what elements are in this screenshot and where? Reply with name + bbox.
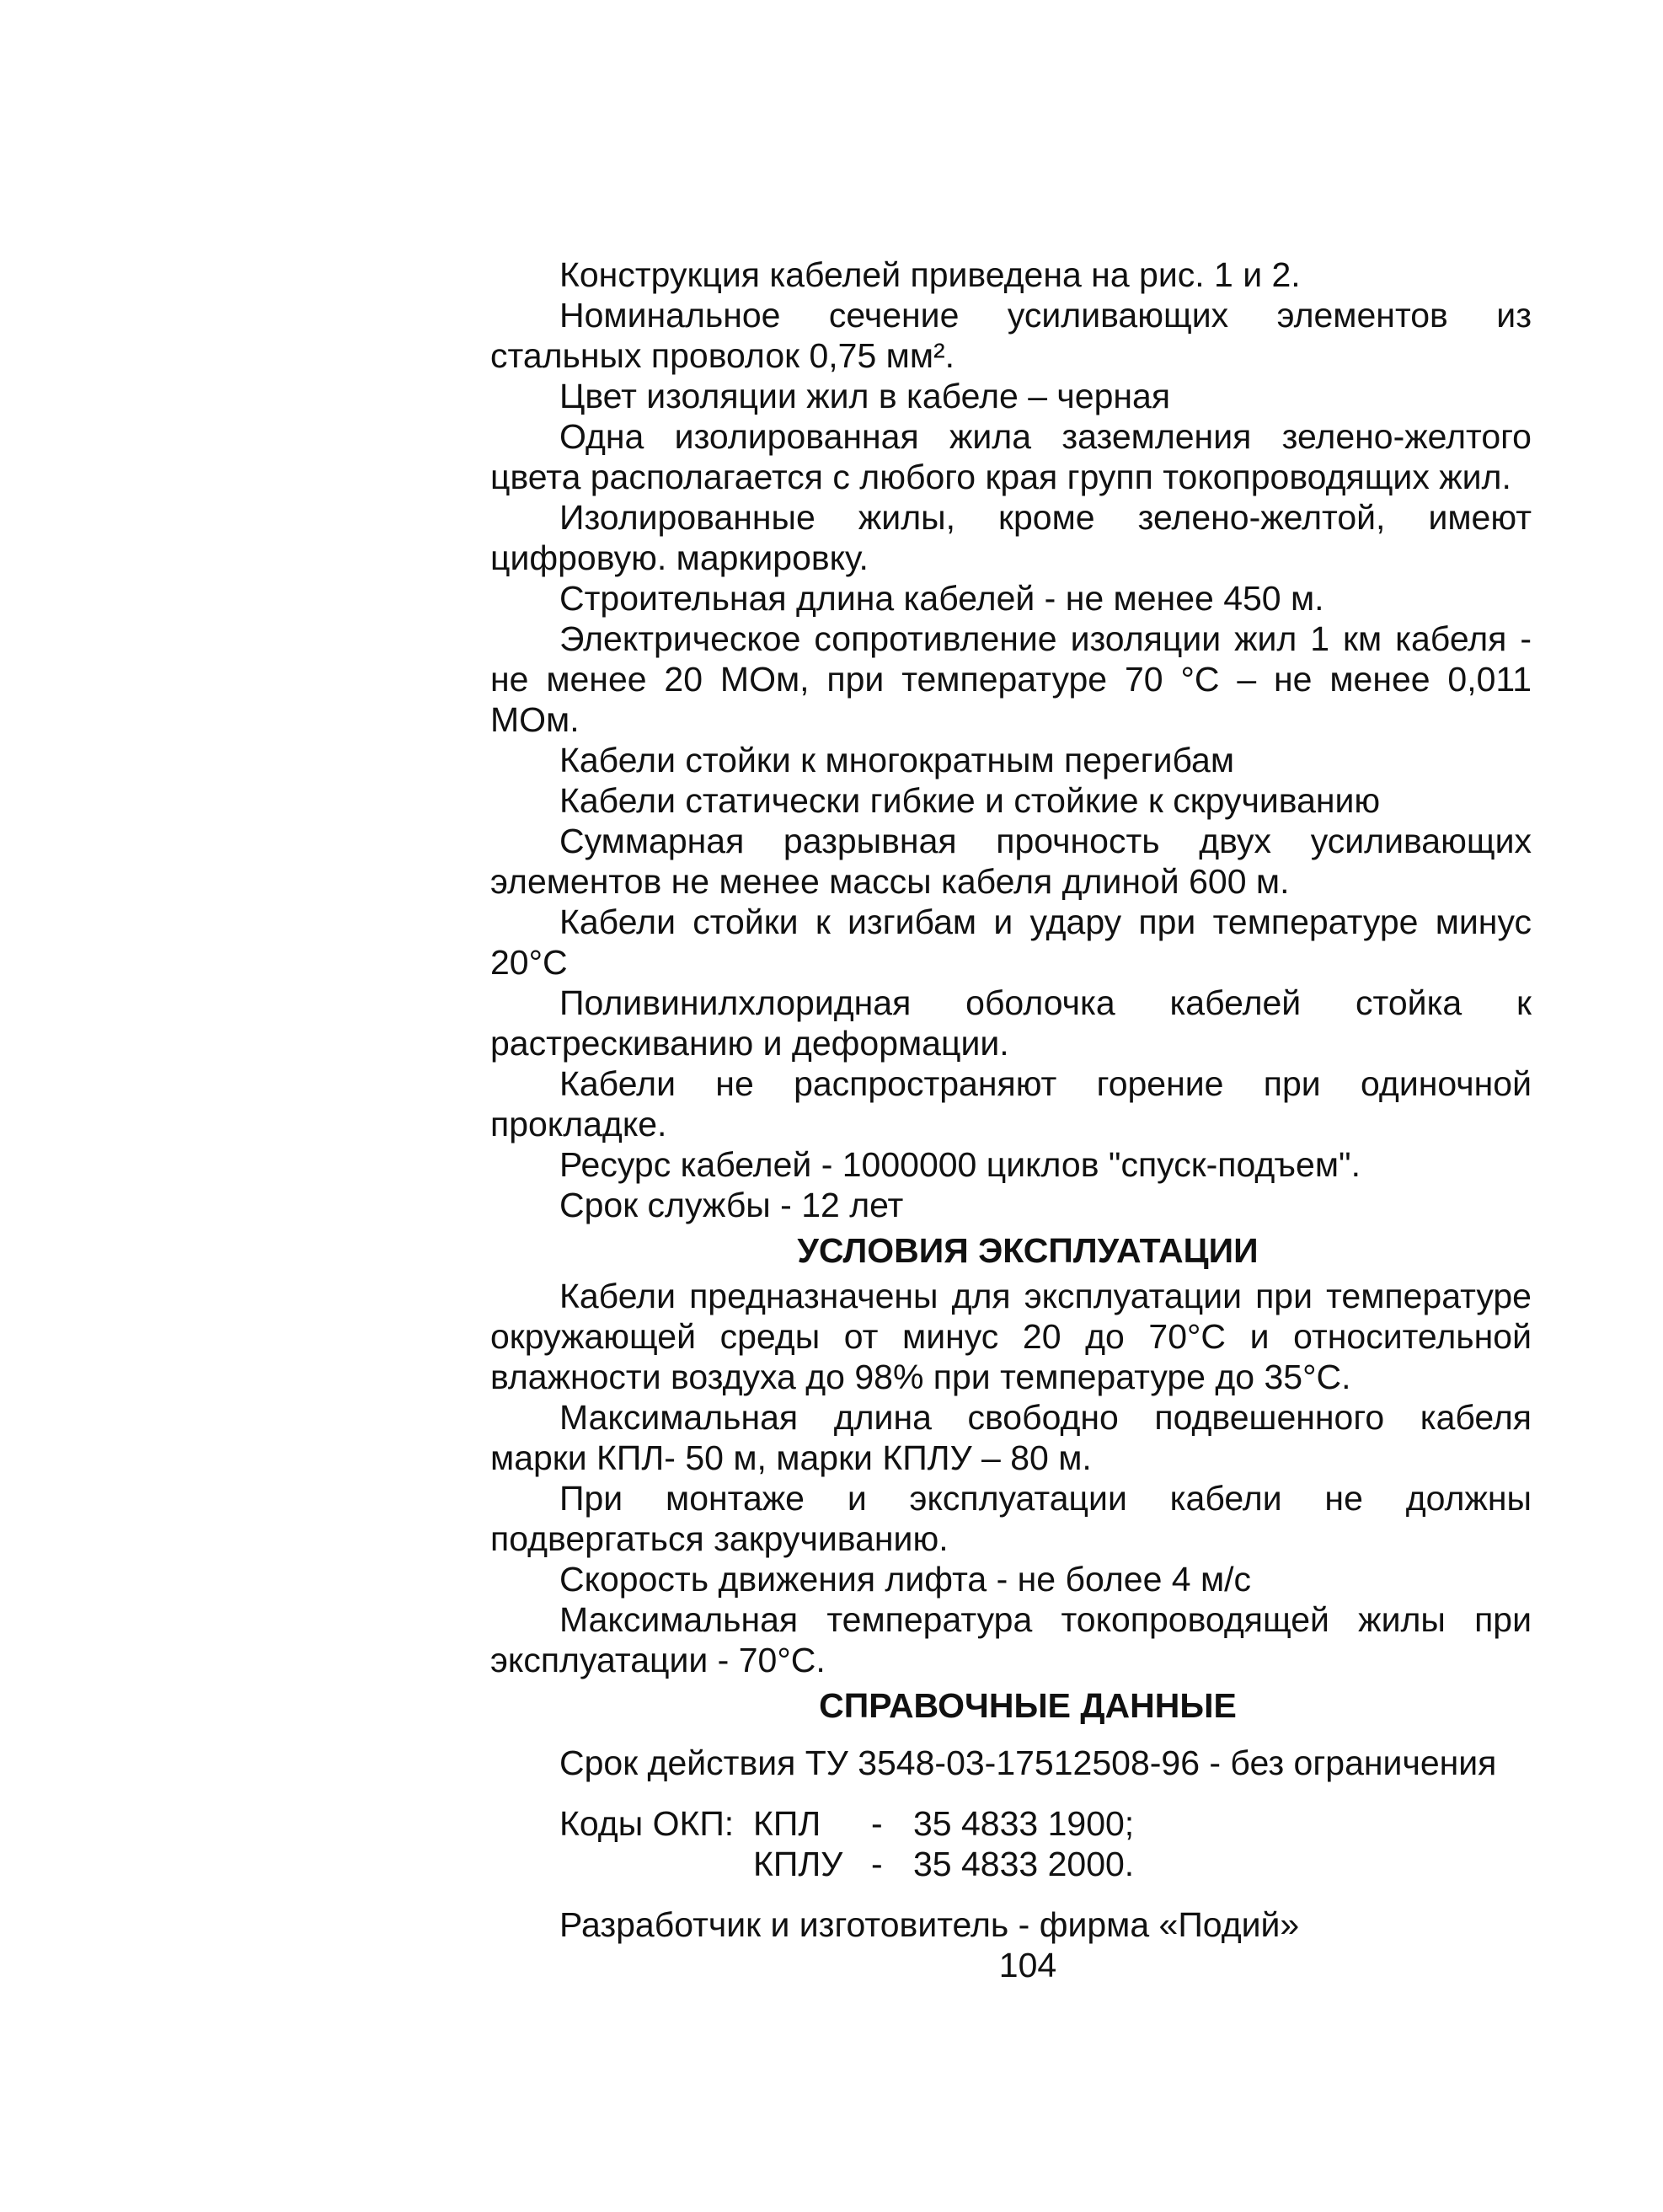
okp-code: 35 4833 1900;	[913, 1804, 1135, 1843]
page-number: 104	[998, 1946, 1057, 1984]
okp-dash: -	[871, 1845, 883, 1883]
page-content	[490, 254, 1532, 1985]
validity-line: Срок действия ТУ 3548-03-17512508-96 - без ограничения	[559, 1743, 1497, 1782]
paragraph-sheath: Поливинилхлоридная оболочка кабелей стойка к растрескиванию и деформации.	[490, 983, 1532, 1063]
okp-brand: КПЛ	[753, 1804, 821, 1843]
paragraph-cross-section: Номинальное сечение усиливающих элементов из стальных проволок 0,75 мм².	[490, 296, 1532, 375]
paragraph-ambient-conditions: Кабели предназначены для эксплуатации при температуре окружающей среды от минус 20 до 70°С и относительной влажности воздуха до 98% при температуре до 35°С.	[490, 1277, 1532, 1396]
paragraph-construction-length: Строительная длина кабелей - не менее 450 м.	[559, 579, 1324, 618]
paragraph-installation: При монтаже и эксплуатации кабели не должны подвергаться закручиванию.	[490, 1479, 1532, 1558]
paragraph-marking: Изолированные жилы, кроме зелено-желтой, имеют цифровую. маркировку.	[490, 498, 1532, 577]
manufacturer-line: Разработчик и изготовитель - фирма «Подий»	[559, 1905, 1300, 1944]
okp-codes	[490, 1803, 1532, 1884]
paragraph-service-life: Срок службы - 12 лет	[559, 1186, 904, 1224]
paragraph-construction: Конструкция кабелей приведена на рис. 1 и 2.	[559, 255, 1301, 294]
paragraph-resource: Ресурс кабелей - 1000000 циклов "спуск-подъем".	[559, 1145, 1361, 1184]
paragraph-grounding-core: Одна изолированная жила заземления зелено-желтого цвета располагается с любого края групп токопроводящих жил.	[490, 417, 1532, 496]
okp-brand: КПЛУ	[753, 1845, 843, 1883]
paragraph-insulation-resistance: Электрическое сопротивление изоляции жил 1 км кабеля - не менее 20 МОм, при температуре 70 °С – не менее 0,011 МОм.	[490, 619, 1532, 739]
paragraph-bend-resistance: Кабели стойки к многократным перегибам	[559, 741, 1235, 779]
okp-code: 35 4833 2000.	[913, 1845, 1135, 1883]
paragraph-elevator-speed: Скорость движения лифта - не более 4 м/с	[559, 1560, 1252, 1599]
paragraph-breaking-strength: Суммарная разрывная прочность двух усиливающих элементов не менее массы кабеля длиной 600 м.	[490, 822, 1532, 901]
paragraph-max-temperature: Максимальная температура токопроводящей жилы при эксплуатации - 70°С.	[490, 1600, 1532, 1679]
okp-codes-label: Коды ОКП:	[559, 1804, 735, 1843]
paragraph-flame: Кабели не распространяют горение при одиночной прокладке.	[490, 1064, 1532, 1143]
heading-reference-data: СПРАВОЧНЫЕ ДАННЫЕ	[819, 1686, 1237, 1725]
heading-operating-conditions: УСЛОВИЯ ЭКСПЛУАТАЦИИ	[797, 1231, 1259, 1270]
okp-dash: -	[871, 1804, 883, 1843]
paragraph-max-length: Максимальная длина свободно подвешенного кабеля марки КПЛ- 50 м, марки КПЛУ – 80 м.	[490, 1398, 1532, 1477]
paragraph-insulation-color: Цвет изоляции жил в кабеле – черная	[559, 377, 1171, 415]
paragraph-impact-resistance: Кабели стойки к изгибам и удару при температуре минус 20°С	[490, 902, 1532, 982]
paragraph-twist-resistance: Кабели статически гибкие и стойкие к скручиванию	[559, 781, 1381, 820]
